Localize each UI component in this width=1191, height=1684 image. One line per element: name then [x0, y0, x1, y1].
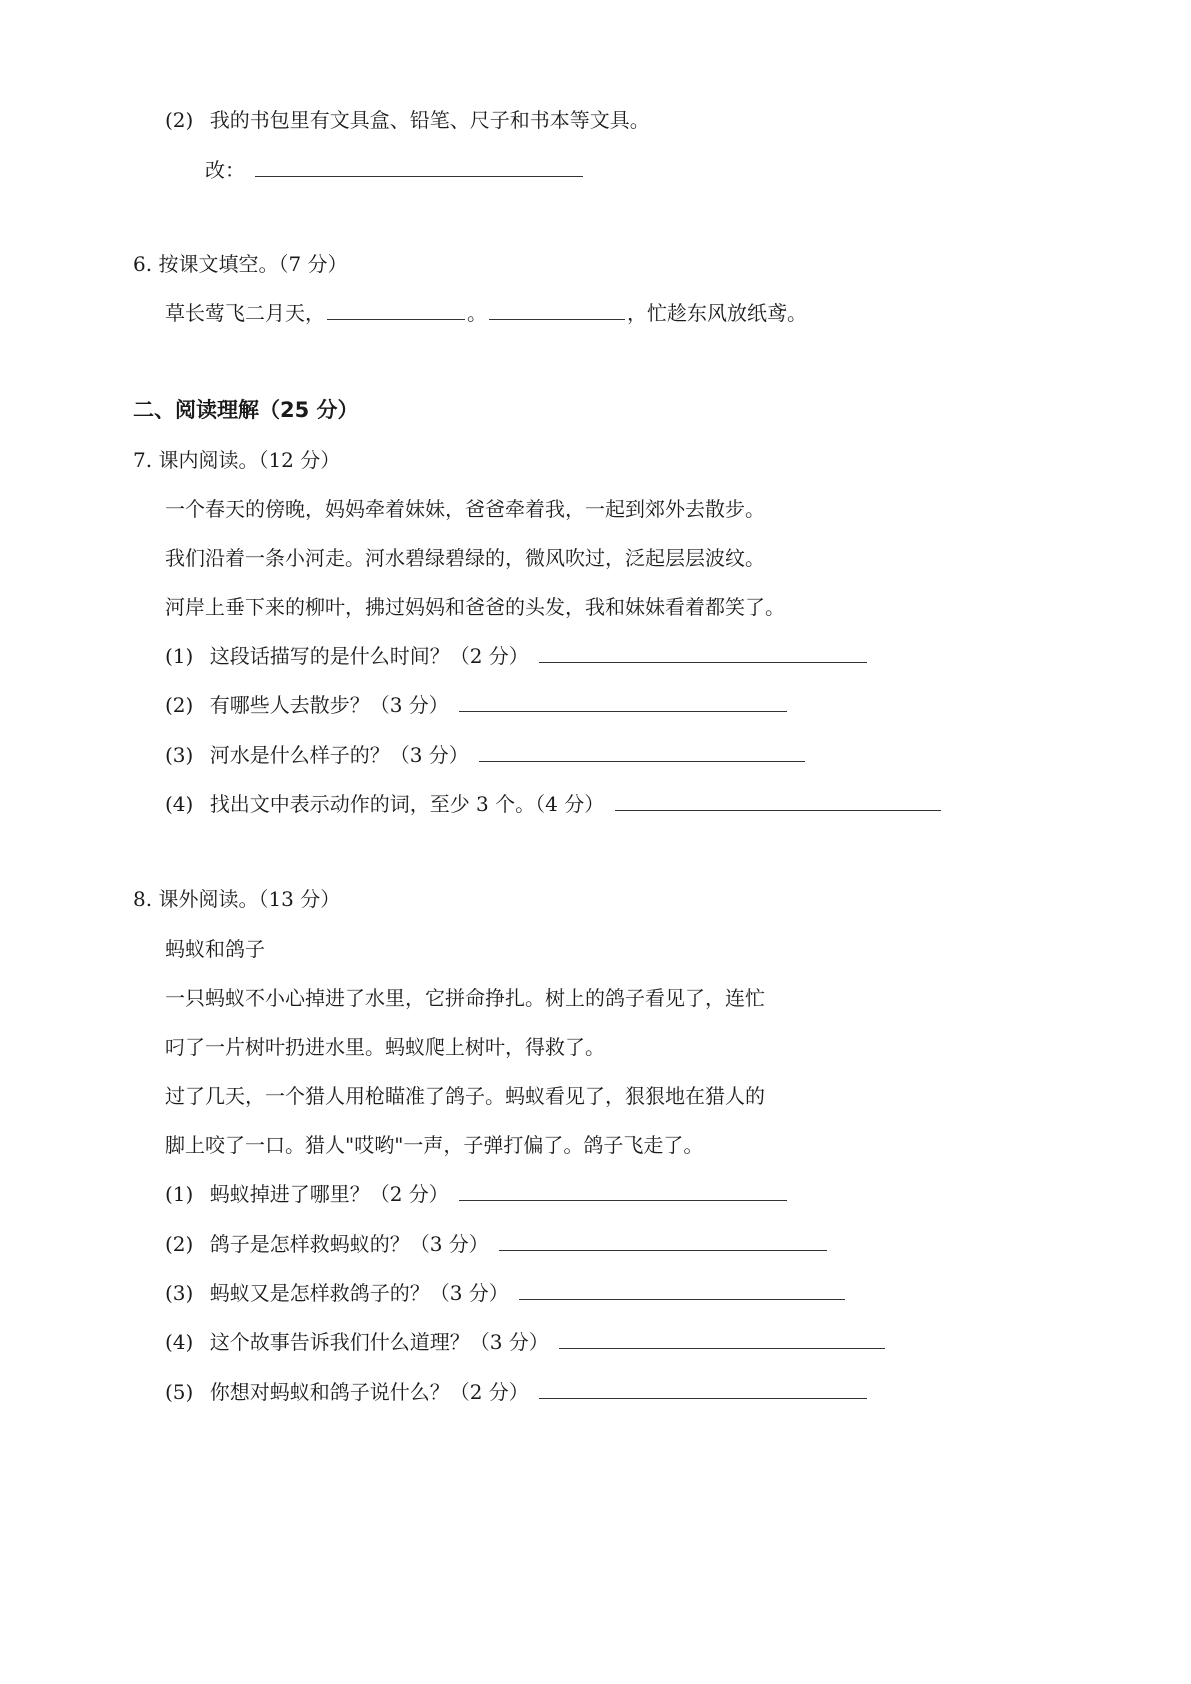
q5-item-2-label: (2) — [165, 108, 194, 132]
q8-passage-line: 脚上咬了一口。猎人"哎哟"一声，子弹打偏了。鸽子飞走了。 — [165, 1133, 704, 1157]
q6-line-start: 草长莺飞二月天， — [165, 301, 325, 325]
q7-passage-line: 河岸上垂下来的柳叶，拂过妈妈和爸爸的头发，我和妹妹看着都笑了。 — [165, 595, 785, 619]
q8-story-title: 蚂蚁和鸽子 — [165, 937, 265, 961]
q7-question-3 — [165, 743, 805, 767]
answer-blank[interactable] — [459, 1182, 787, 1201]
q8-passage-line: 一只蚂蚁不小心掉进了水里，它拼命挣扎。树上的鸽子看见了，连忙 — [165, 986, 765, 1010]
answer-blank[interactable] — [539, 644, 867, 663]
q6-line-mid: 。 — [467, 301, 487, 325]
section-2-heading: 二、阅读理解（25 分） — [133, 398, 359, 422]
q8-question-2 — [165, 1232, 827, 1256]
question-label: (5) — [165, 1380, 194, 1404]
q6-line-end: ，忙趁东风放纸鸢。 — [627, 301, 807, 325]
question-label: (1) — [165, 644, 194, 668]
answer-prefix: 改： — [205, 158, 245, 182]
question-text: 蚂蚁掉进了哪里？（2 分） — [209, 1182, 449, 1206]
q8-passage-line: 叼了一片树叶扔进水里。蚂蚁爬上树叶，得救了。 — [165, 1035, 605, 1059]
question-text: 找出文中表示动作的词，至少 3 个。（4 分） — [209, 792, 605, 816]
question-text: 这段话描写的是什么时间？（2 分） — [209, 644, 529, 668]
answer-blank[interactable] — [255, 158, 583, 177]
q6-title: 6. 按课文填空。（7 分） — [133, 252, 348, 276]
q8-question-3 — [165, 1281, 845, 1305]
answer-blank[interactable] — [479, 743, 805, 762]
q5-item-2-text: 我的书包里有文具盒、铅笔、尺子和书本等文具。 — [209, 108, 650, 132]
question-label: (2) — [165, 1232, 194, 1256]
question-label: (4) — [165, 1330, 194, 1354]
question-text: 蚂蚁又是怎样救鸽子的？（3 分） — [209, 1281, 509, 1305]
question-label: (3) — [165, 743, 194, 767]
question-text: 这个故事告诉我们什么道理？（3 分） — [209, 1330, 549, 1354]
answer-blank[interactable] — [459, 693, 787, 712]
q7-title: 7. 课内阅读。（12 分） — [133, 448, 341, 472]
q7-question-1 — [165, 644, 867, 668]
q8-title: 8. 课外阅读。（13 分） — [133, 887, 341, 911]
q6-blank-2[interactable] — [489, 301, 625, 320]
question-label: (4) — [165, 792, 194, 816]
question-label: (1) — [165, 1182, 194, 1206]
q5-item-2 — [165, 108, 650, 132]
q8-question-5 — [165, 1380, 867, 1404]
q7-question-4 — [165, 792, 941, 816]
q8-question-1 — [165, 1182, 787, 1206]
q7-passage-line: 我们沿着一条小河走。河水碧绿碧绿的，微风吹过，泛起层层波纹。 — [165, 546, 765, 570]
question-text: 有哪些人去散步？（3 分） — [209, 693, 449, 717]
q7-question-2 — [165, 693, 787, 717]
question-label: (3) — [165, 1281, 194, 1305]
answer-blank[interactable] — [519, 1281, 845, 1300]
q6-blank-1[interactable] — [327, 301, 465, 320]
answer-blank[interactable] — [499, 1232, 827, 1251]
question-text: 你想对蚂蚁和鸽子说什么？（2 分） — [209, 1380, 529, 1404]
q5-item-2-answer — [205, 158, 583, 182]
question-label: (2) — [165, 693, 194, 717]
q6-poem-line — [165, 301, 807, 325]
q7-passage-line: 一个春天的傍晚，妈妈牵着妹妹，爸爸牵着我，一起到郊外去散步。 — [165, 497, 765, 521]
q8-question-4 — [165, 1330, 885, 1354]
answer-blank[interactable] — [559, 1330, 885, 1349]
question-text: 河水是什么样子的？（3 分） — [209, 743, 469, 767]
answer-blank[interactable] — [539, 1380, 867, 1399]
q8-passage-line: 过了几天，一个猎人用枪瞄准了鸽子。蚂蚁看见了，狠狠地在猎人的 — [165, 1084, 765, 1108]
question-text: 鸽子是怎样救蚂蚁的？（3 分） — [209, 1232, 489, 1256]
answer-blank[interactable] — [615, 792, 941, 811]
